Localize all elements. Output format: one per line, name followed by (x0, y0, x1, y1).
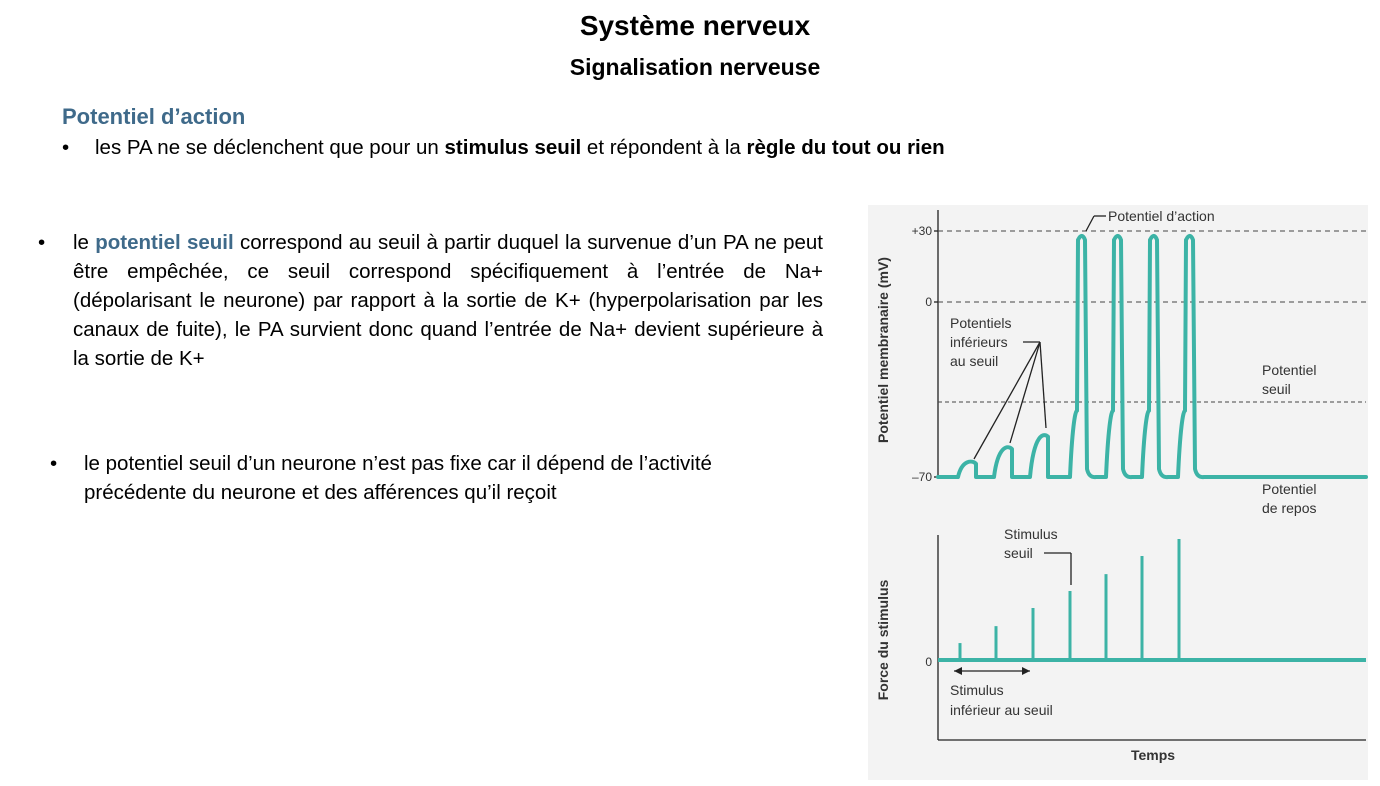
label-potentiel-action: Potentiel d’action (1108, 208, 1215, 224)
label-stim-inf-2: inférieur au seuil (950, 702, 1053, 718)
tick-plus30: +30 (911, 224, 932, 238)
label-potentiels-1: Potentiels (950, 315, 1012, 331)
tick-minus70: –70 (911, 470, 932, 484)
bullet-seuil-variable (50, 449, 750, 507)
tick-zero: 0 (925, 295, 932, 309)
section-title: Potentiel d’action (62, 104, 246, 129)
top-y-axis-label: Potentiel membranaire (mV) (875, 257, 891, 443)
label-repos-1: Potentiel (1262, 481, 1317, 497)
action-potential-figure (868, 205, 1368, 780)
label-potentiels-3: au seuil (950, 353, 999, 369)
label-stim-inf-1: Stimulus (950, 682, 1004, 698)
figure-svg (868, 205, 1368, 780)
bullet-text: les PA ne se déclenchent que pour un stimulus seuil et répondent à la règle du tout ou rien (95, 136, 945, 159)
bullet-text: le potentiel seuil correspond au seuil à partir duquel la survenue d’un PA ne peut être empêchée, ce seuil correspond spécifiquement à l’entrée de Na+ (dépolarisant le neurone) par rapport à la sortie de K+ (hyperpolarisation par les canaux de fuite), le PA survient donc quand l’entrée de Na+ devient supérieure à la sortie de K+ (73, 231, 823, 370)
label-seuil-1: Potentiel (1262, 362, 1317, 378)
bottom-y-axis-label: Force du stimulus (875, 579, 891, 701)
bullet-marker: • (50, 452, 58, 475)
bullet-text: le potentiel seuil d’un neurone n’est pas fixe car il dépend de l’activité précédente du neurone et des afférences qu’il reçoit (84, 452, 712, 504)
label-seuil-2: seuil (1262, 381, 1291, 397)
bullet-potentiel-seuil (38, 228, 823, 373)
page-subtitle: Signalisation nerveuse (569, 54, 821, 80)
tick-stim-zero: 0 (925, 655, 932, 669)
label-potentiels-2: inférieurs (950, 334, 1008, 350)
x-axis-label: Temps (1130, 747, 1176, 763)
bullet-marker: • (62, 136, 70, 159)
bullet-marker: • (38, 231, 46, 254)
label-stim-seuil-2: seuil (1004, 545, 1033, 561)
label-stim-seuil-1: Stimulus (1004, 526, 1058, 542)
page-title: Système nerveux (579, 10, 811, 41)
bullet-tout-ou-rien (62, 133, 945, 162)
label-repos-2: de repos (1262, 500, 1317, 516)
